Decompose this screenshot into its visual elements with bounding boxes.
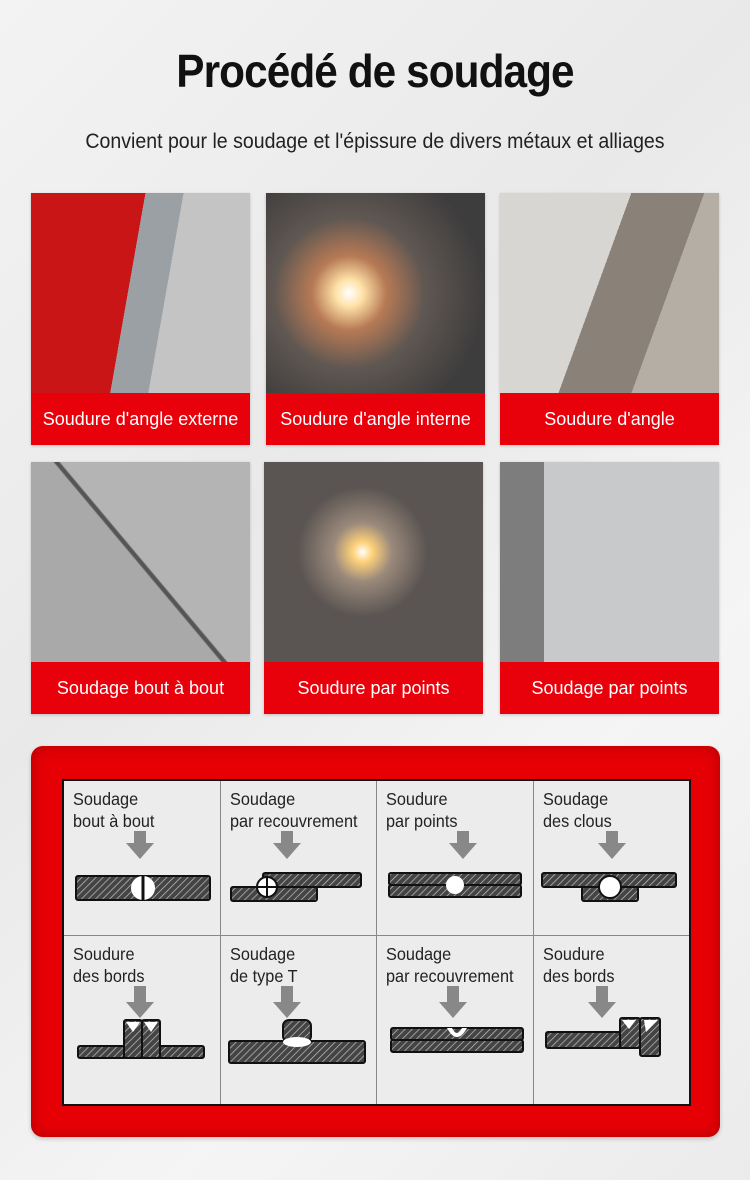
photo-label: Soudure par points — [264, 662, 483, 714]
arrow-down-icon — [273, 831, 301, 859]
arrow-down-icon — [449, 831, 477, 859]
weld-type-label: Soudure des bords — [543, 944, 615, 986]
weld-diagram-groove — [377, 986, 533, 1086]
weld-type-label: Soudure des bords — [73, 944, 145, 986]
weld-type-cell — [534, 936, 689, 1104]
weld-diagram-tee — [221, 986, 377, 1086]
weld-type-cell — [534, 781, 689, 936]
photo-card — [264, 462, 483, 714]
photo-label: Soudure d'angle interne — [266, 393, 485, 445]
page-subtitle: Convient pour le soudage et l'épissure de divers métaux et alliages — [85, 130, 665, 153]
weld-type-label: Soudage par recouvrement — [230, 789, 358, 831]
weld-diagram-butt — [64, 831, 220, 921]
photo-butt-weld — [31, 462, 250, 662]
weld-type-cell — [377, 936, 534, 1104]
photo-card — [500, 193, 719, 445]
weld-diagram-edge — [64, 986, 220, 1086]
weld-diagram-rivet — [534, 831, 690, 921]
arrow-down-icon — [126, 986, 154, 1018]
photo-label: Soudage par points — [500, 662, 719, 714]
weld-type-cell — [221, 936, 377, 1104]
weld-type-label: Soudage des clous — [543, 789, 612, 831]
weld-type-cell — [377, 781, 534, 936]
photo-external-corner-weld — [31, 193, 250, 393]
photo-card — [31, 462, 250, 714]
weld-type-label: Soudage bout à bout — [73, 789, 155, 831]
weld-type-cell — [221, 781, 377, 936]
arrow-down-icon — [588, 986, 616, 1018]
weld-type-cell — [64, 781, 221, 936]
arrow-down-icon — [126, 831, 154, 859]
arrow-down-icon — [598, 831, 626, 859]
weld-diagram-corner — [534, 986, 690, 1086]
photo-label: Soudage bout à bout — [31, 662, 250, 714]
page-title: Procédé de soudage — [176, 45, 574, 97]
weld-type-cell — [64, 936, 221, 1104]
photo-card — [500, 462, 719, 714]
photo-card — [266, 193, 485, 445]
arrow-down-icon — [273, 986, 301, 1018]
weld-type-label: Soudage par recouvrement — [386, 944, 514, 986]
weld-diagram-lap — [221, 831, 377, 921]
photo-label: Soudure d'angle — [500, 393, 719, 445]
arrow-down-icon — [439, 986, 467, 1018]
weld-types-table — [62, 779, 691, 1106]
photo-internal-corner-weld — [266, 193, 485, 393]
weld-diagram-spot — [377, 831, 533, 921]
weld-type-label: Soudure par points — [386, 789, 458, 831]
photo-spot-weld — [264, 462, 483, 662]
photo-label: Soudure d'angle externe — [31, 393, 250, 445]
photo-spot-weld-2 — [500, 462, 719, 662]
weld-type-label: Soudage de type T — [230, 944, 298, 986]
photo-card — [31, 193, 250, 445]
photo-corner-weld — [500, 193, 719, 393]
